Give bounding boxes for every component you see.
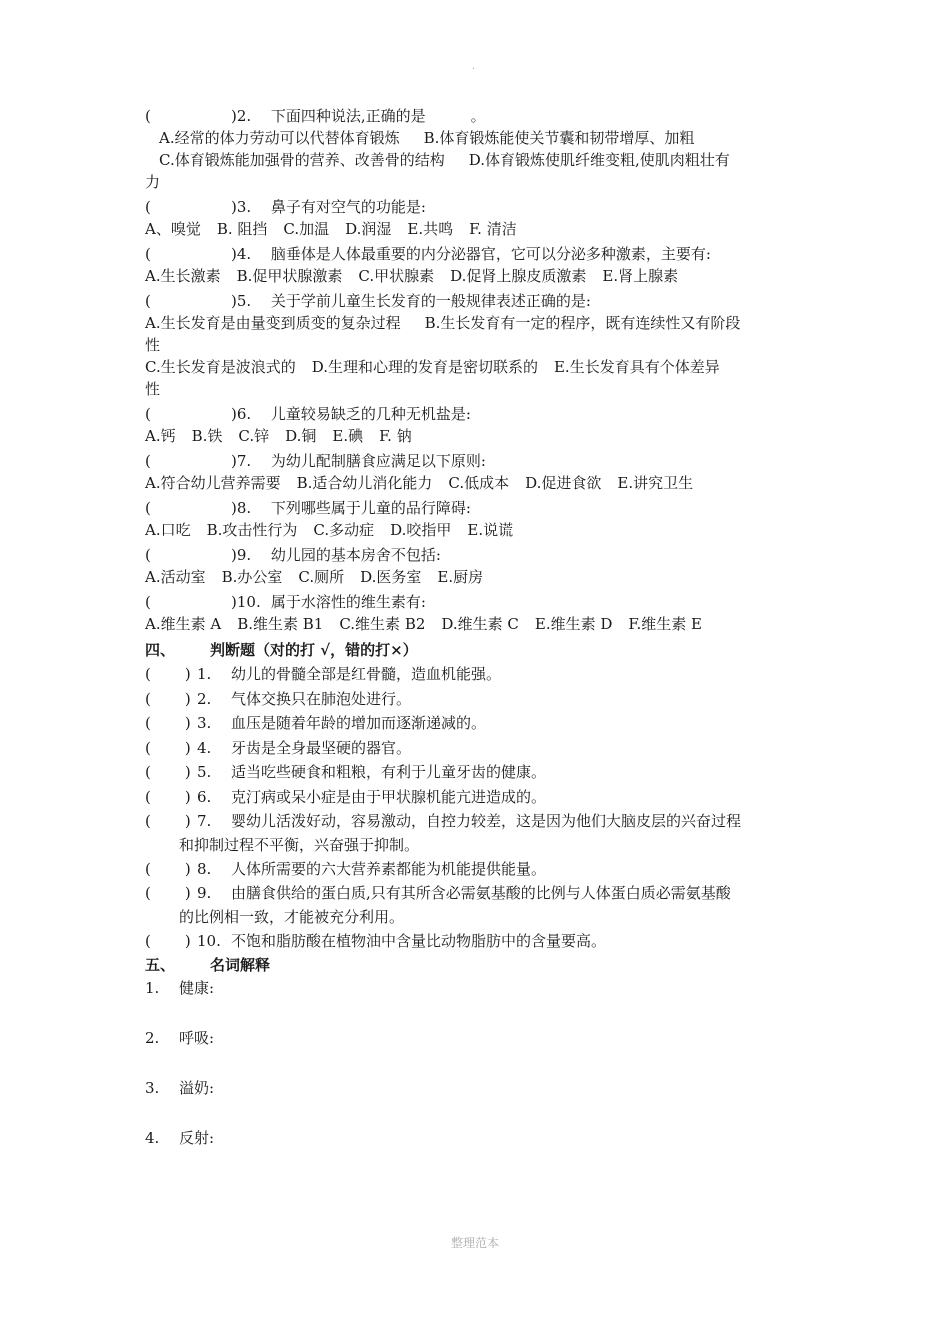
- judgment-line: [145, 760, 810, 785]
- close-paren: ): [231, 452, 237, 470]
- open-paren: (: [145, 665, 151, 683]
- answer-blank[interactable]: [145, 929, 197, 954]
- close-paren: ): [184, 763, 191, 781]
- answer-blank[interactable]: [145, 711, 197, 736]
- header-mark: .: [472, 62, 475, 72]
- open-paren: (: [145, 884, 151, 902]
- question-text: 牙齿是全身最坚硬的器官。: [231, 738, 412, 757]
- section-number: 五、: [145, 956, 176, 974]
- question-number: 6.: [236, 405, 252, 423]
- option-text: B.办公室: [221, 568, 283, 586]
- term-label: 反射:: [179, 1129, 215, 1147]
- option-text: A.经常的体力劳动可以代替体育锻炼: [159, 129, 400, 147]
- question-number: 4.: [197, 738, 212, 757]
- close-paren: ): [184, 714, 191, 732]
- option-text: E.维生素 D: [534, 615, 613, 633]
- judgment-item: [145, 929, 810, 954]
- judgment-item: [145, 736, 810, 761]
- close-paren: ): [184, 931, 191, 950]
- option-text: C.维生素 B2: [339, 615, 426, 633]
- judgment-line: [145, 662, 810, 687]
- question-number: 5.: [197, 763, 212, 781]
- question-stem: [145, 497, 810, 519]
- option-row: [145, 425, 810, 447]
- question-text: 鼻子有对空气的功能是:: [270, 198, 426, 216]
- option-row: [145, 127, 810, 149]
- question-text: 婴幼儿活泼好动，容易激动，自控力较差，这是因为他们大脑皮层的兴奋过程: [231, 812, 742, 830]
- question-stem: [145, 544, 810, 566]
- question-text: 儿童较易缺乏的几种无机盐是:: [270, 405, 471, 423]
- judgment-item: [145, 857, 810, 882]
- option-text: A.符合幼儿营养需要: [145, 474, 281, 492]
- option-text: D.促进食欲: [525, 474, 602, 492]
- option-text: B.适合幼儿消化能力: [296, 474, 433, 492]
- option-text: A.活动室: [145, 568, 206, 586]
- option-text: C.生长发育是波浪式的: [145, 358, 296, 376]
- term-definition-section: [145, 977, 810, 1177]
- term-item: [145, 1077, 810, 1127]
- question-stem: [145, 196, 810, 218]
- close-paren: ): [231, 107, 237, 125]
- question-text: 脑垂体是人体最重要的内分泌器官，它可以分泌多种激素，主要有:: [270, 245, 711, 263]
- section-four-heading: [145, 638, 810, 662]
- question-number: 10.: [236, 593, 261, 611]
- answer-blank[interactable]: [145, 857, 197, 882]
- answer-blank[interactable]: [145, 497, 231, 519]
- close-paren: ): [231, 405, 237, 423]
- open-paren: (: [145, 546, 151, 564]
- option-text: 性: [145, 380, 161, 398]
- question-number: 9.: [236, 546, 252, 564]
- answer-blank[interactable]: [145, 760, 197, 785]
- question-number: 8.: [236, 499, 252, 517]
- option-row: [145, 378, 810, 400]
- option-row: [145, 218, 810, 240]
- question-stem: [145, 290, 810, 312]
- question-text-continued: 的比例相一致，才能被充分利用。: [179, 907, 405, 926]
- question-number: 2.: [236, 107, 252, 125]
- close-paren: ): [231, 593, 237, 611]
- close-paren: ): [184, 787, 191, 806]
- open-paren: (: [145, 812, 151, 830]
- option-text: B.铁: [191, 427, 223, 445]
- option-row: [145, 519, 810, 541]
- question-text: 血压是随着年龄的增加而逐渐递减的。: [231, 714, 487, 732]
- section-title: 名词解释: [210, 956, 271, 974]
- option-text: C.厕所: [298, 568, 345, 586]
- judgment-line: [145, 736, 810, 761]
- answer-blank[interactable]: [145, 243, 231, 265]
- option-text: B.维生素 B1: [237, 615, 324, 633]
- question-number: 2.: [197, 689, 212, 708]
- question-number: 9.: [197, 884, 212, 902]
- judgment-item: [145, 809, 810, 857]
- judgment-line: [145, 711, 810, 736]
- option-row: [145, 334, 810, 356]
- option-text: A、嗅觉: [145, 220, 201, 238]
- option-text: 力: [145, 173, 161, 191]
- term-label: 溢奶:: [179, 1079, 215, 1097]
- option-text: D.生理和心理的发育是密切联系的: [311, 358, 538, 376]
- option-row: [145, 356, 810, 378]
- page-footer: 整理范本: [450, 1236, 499, 1250]
- term-number: 4.: [145, 1129, 160, 1147]
- answer-blank[interactable]: [145, 881, 197, 906]
- open-paren: (: [145, 787, 151, 806]
- term-item: [145, 977, 810, 1027]
- question-number: 1.: [197, 665, 212, 683]
- option-text: D.促肾上腺皮质激素: [450, 267, 587, 285]
- option-text: C.甲状腺素: [358, 267, 435, 285]
- option-text: F. 清洁: [469, 220, 517, 238]
- option-text: C.多动症: [313, 521, 375, 539]
- section-number: 四、: [145, 641, 176, 659]
- section-five-heading: [145, 953, 810, 977]
- close-paren: ): [231, 546, 237, 564]
- question-number: 5.: [236, 292, 252, 310]
- answer-blank[interactable]: [145, 736, 197, 761]
- question-text: 人体所需要的六大营养素都能为机能提供能量。: [231, 859, 547, 878]
- judgment-item: [145, 881, 810, 929]
- question-text: 为幼儿配制膳食应满足以下原则:: [270, 452, 486, 470]
- term-number: 2.: [145, 1029, 160, 1047]
- question-text-continued: 和抑制过程不平衡，兴奋强于抑制。: [179, 835, 420, 854]
- open-paren: (: [145, 405, 151, 423]
- option-text: 性: [145, 336, 161, 354]
- section-title: 判断题（对的打 √，错的打×）: [210, 641, 418, 659]
- open-paren: (: [145, 593, 151, 611]
- option-text: A.维生素 A: [145, 615, 222, 633]
- close-paren: ): [184, 884, 191, 902]
- option-row: [145, 613, 810, 635]
- option-text: E.讲究卫生: [617, 474, 694, 492]
- option-text: B.生长发育有一定的程序，既有连续性又有阶段: [424, 314, 741, 332]
- open-paren: (: [145, 859, 151, 878]
- term-number: 1.: [145, 979, 160, 997]
- answer-blank[interactable]: [145, 105, 231, 127]
- option-text: A.生长发育是由量变到质变的复杂过程: [145, 314, 401, 332]
- question-text: 下面四种说法,正确的是 。: [270, 107, 486, 125]
- close-paren: ): [184, 738, 191, 757]
- close-paren: ): [231, 292, 237, 310]
- question-stem: [145, 403, 810, 425]
- question-number: 7.: [197, 812, 212, 830]
- question-number: 4.: [236, 245, 252, 263]
- question-text: 幼儿的骨髓全部是红骨髓，造血机能强。: [231, 665, 502, 683]
- judgment-line: [145, 857, 810, 882]
- close-paren: ): [231, 245, 237, 263]
- answer-blank[interactable]: [145, 290, 231, 312]
- option-text: A.口吃: [145, 521, 191, 539]
- judgment-line: [145, 785, 810, 810]
- question-text: 幼儿园的基本房舍不包括:: [270, 546, 441, 564]
- option-text: E.生长发育具有个体差异: [553, 358, 720, 376]
- judgment-item: [145, 711, 810, 736]
- question-text: 不饱和脂肪酸在植物油中含量比动物脂肪中的含量要高。: [231, 931, 607, 950]
- option-text: E.碘: [332, 427, 364, 445]
- option-row: [145, 171, 810, 193]
- answer-blank[interactable]: [145, 809, 197, 834]
- question-text: 气体交换只在肺泡处进行。: [231, 689, 412, 708]
- question-number: 6.: [197, 787, 212, 806]
- judgment-line: [145, 881, 810, 906]
- question-content: [145, 103, 810, 1177]
- question-number: 3.: [236, 198, 252, 216]
- open-paren: (: [145, 931, 151, 950]
- open-paren: (: [145, 292, 151, 310]
- open-paren: (: [145, 499, 151, 517]
- option-text: E.厨房: [437, 568, 484, 586]
- judgment-line: [145, 929, 810, 954]
- term-item: [145, 1027, 810, 1077]
- open-paren: (: [145, 738, 151, 757]
- open-paren: (: [145, 198, 151, 216]
- term-number: 3.: [145, 1079, 160, 1097]
- option-text: D.润湿: [345, 220, 392, 238]
- question-stem: [145, 105, 810, 127]
- question-text: 克汀病或呆小症是由于甲状腺机能亢进造成的。: [231, 787, 547, 806]
- close-paren: ): [184, 812, 191, 830]
- option-text: A.生长激素: [145, 267, 221, 285]
- option-text: D.医务室: [360, 568, 422, 586]
- judgment-item: [145, 662, 810, 687]
- judgment-line: [145, 809, 810, 834]
- question-text: 适当吃些硬食和粗粮，有利于儿童牙齿的健康。: [231, 763, 547, 781]
- answer-blank[interactable]: [145, 662, 197, 687]
- open-paren: (: [145, 689, 151, 708]
- term-item: [145, 1127, 810, 1177]
- question-text: 属于水溶性的维生素有:: [270, 593, 426, 611]
- option-row: [145, 312, 810, 334]
- option-text: D.咬指甲: [390, 521, 452, 539]
- option-text: A.钙: [145, 427, 176, 445]
- term-label: 呼吸:: [179, 1029, 215, 1047]
- judgment-item: [145, 760, 810, 785]
- question-stem: [145, 450, 810, 472]
- option-text: D.体育锻炼使肌纤维变粗,使肌肉粗壮有: [468, 151, 730, 169]
- option-row: [145, 265, 810, 287]
- option-text: D.维生素 C: [441, 615, 519, 633]
- open-paren: (: [145, 763, 151, 781]
- option-text: F.维生素 E: [628, 615, 702, 633]
- option-row: [145, 149, 810, 171]
- open-paren: (: [145, 107, 151, 125]
- option-text: B. 阻挡: [216, 220, 268, 238]
- multiple-choice-section: [145, 105, 810, 635]
- question-number: 10.: [197, 931, 221, 950]
- question-text: 关于学前儿童生长发育的一般规律表述正确的是:: [270, 292, 591, 310]
- option-text: B.攻击性行为: [206, 521, 298, 539]
- close-paren: ): [184, 689, 191, 708]
- option-row: [145, 566, 810, 588]
- judgment-line: [145, 687, 810, 712]
- answer-blank[interactable]: [145, 785, 197, 810]
- answer-blank[interactable]: [145, 196, 231, 218]
- close-paren: ): [231, 198, 237, 216]
- option-row: [145, 472, 810, 494]
- option-text: B.促甲状腺激素: [236, 267, 343, 285]
- question-text: 下列哪些属于儿童的品行障碍:: [270, 499, 471, 517]
- close-paren: ): [184, 665, 191, 683]
- judgment-item: [145, 785, 810, 810]
- answer-blank[interactable]: [145, 450, 231, 472]
- question-stem: [145, 591, 810, 613]
- option-text: E.共鸣: [407, 220, 454, 238]
- option-text: C.加温: [283, 220, 330, 238]
- answer-blank[interactable]: [145, 544, 231, 566]
- option-text: C.体育锻炼能加强骨的营养、改善骨的结构: [159, 151, 445, 169]
- question-number: 7.: [236, 452, 252, 470]
- close-paren: ): [231, 499, 237, 517]
- open-paren: (: [145, 245, 151, 263]
- answer-blank[interactable]: [145, 591, 231, 613]
- answer-blank[interactable]: [145, 403, 231, 425]
- true-false-section: [145, 662, 810, 953]
- open-paren: (: [145, 714, 151, 732]
- option-text: F. 钠: [379, 427, 412, 445]
- judgment-item: [145, 687, 810, 712]
- option-text: B.体育锻炼能使关节囊和韧带增厚、加粗: [423, 129, 695, 147]
- close-paren: ): [184, 859, 191, 878]
- option-text: C.锌: [238, 427, 270, 445]
- question-number: 8.: [197, 859, 212, 878]
- question-stem: [145, 243, 810, 265]
- term-label: 健康:: [179, 979, 215, 997]
- option-text: C.低成本: [448, 474, 510, 492]
- answer-blank[interactable]: [145, 687, 197, 712]
- question-number: 3.: [197, 714, 212, 732]
- option-text: D.铜: [285, 427, 317, 445]
- open-paren: (: [145, 452, 151, 470]
- option-text: E.说谎: [467, 521, 514, 539]
- option-text: E.肾上腺素: [602, 267, 679, 285]
- question-text: 由膳食供给的蛋白质,只有其所含必需氨基酸的比例与人体蛋白质必需氨基酸: [231, 884, 731, 902]
